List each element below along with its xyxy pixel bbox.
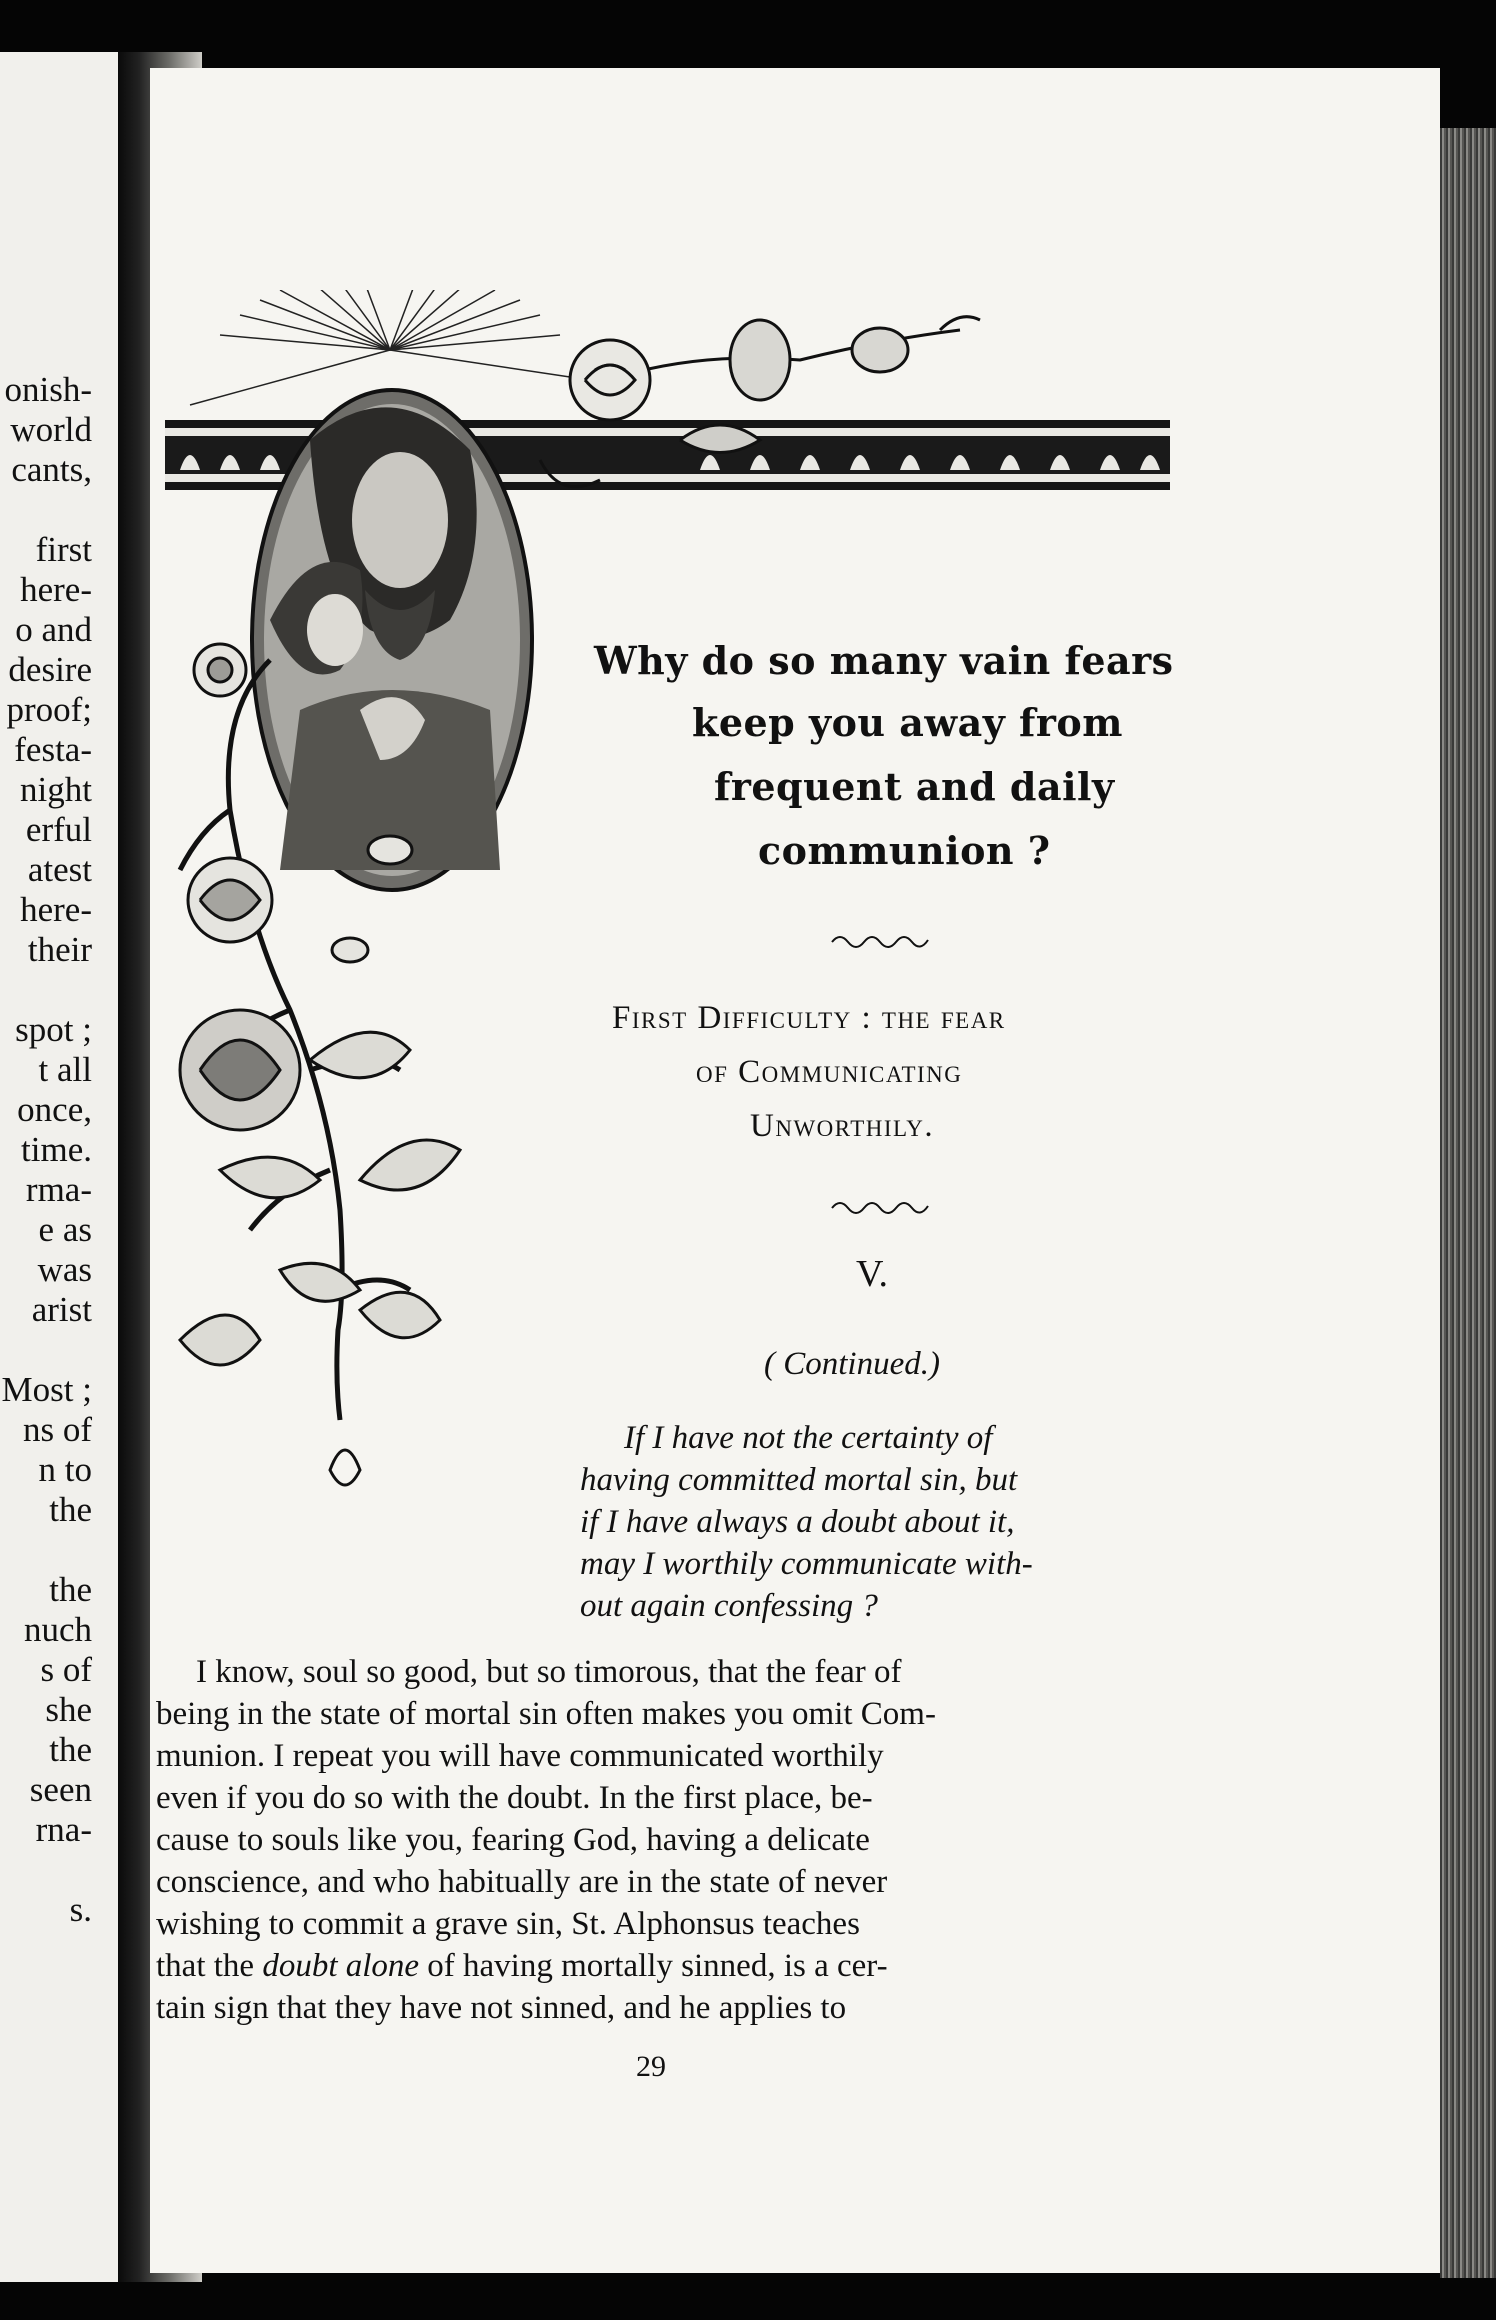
- previous-page-line: s.: [69, 1890, 92, 1929]
- previous-page-line: onish-: [4, 370, 92, 409]
- previous-page-line: e as: [38, 1210, 92, 1249]
- page-number: 29: [636, 2050, 666, 2083]
- previous-page-line: here-: [20, 570, 92, 609]
- previous-page-line: t all: [38, 1050, 92, 1089]
- previous-page-line: s of: [40, 1650, 92, 1689]
- previous-page-line: ns of: [22, 1410, 92, 1449]
- previous-page-line: festa-: [14, 730, 92, 769]
- previous-page-line: erful: [25, 810, 92, 849]
- emphasis: doubt alone: [262, 1948, 420, 1984]
- previous-page-line: first: [35, 530, 92, 569]
- previous-page-line: spot ;: [15, 1010, 92, 1049]
- previous-page-line: the: [49, 1570, 92, 1609]
- previous-page-line: rna-: [35, 1810, 92, 1849]
- previous-page-line: time.: [21, 1130, 92, 1169]
- previous-page-line: seen: [29, 1770, 92, 1809]
- heading-line-2: keep you away from: [692, 700, 1123, 745]
- page-block-edge: [1440, 128, 1496, 2278]
- previous-page-line: cants,: [11, 450, 92, 489]
- heading-line-1: Why do so many vain fears: [594, 638, 1174, 683]
- subheading-line-1: First Difficulty : the fear: [612, 1000, 1006, 1036]
- heading-line-3: frequent and daily: [714, 764, 1115, 809]
- question-line-4: may I worthily communicate with-: [580, 1546, 1033, 1582]
- body-line-8: that the doubt alone of having mortally sinned, is a cer-: [156, 1948, 888, 1984]
- previous-page-line: arist: [31, 1290, 92, 1329]
- previous-page-line: n to: [38, 1450, 92, 1489]
- body-line-7: wishing to commit a grave sin, St. Alphonsus teaches: [156, 1906, 860, 1942]
- section-number: V.: [856, 1253, 889, 1295]
- subheading-line-2: of Communicating: [696, 1054, 963, 1090]
- continued-note: ( Continued.): [764, 1346, 940, 1382]
- oval-medallion: [252, 390, 532, 890]
- subheading-line-3: Unworthily.: [750, 1108, 935, 1144]
- previous-page-line: Most ;: [1, 1370, 92, 1409]
- previous-page-line: world: [10, 410, 92, 449]
- previous-page-line: once,: [17, 1090, 92, 1129]
- sunburst-rays: [190, 290, 590, 405]
- body-line-5: cause to souls like you, fearing God, having a delicate: [156, 1822, 870, 1858]
- heading-line-4: communion ?: [758, 828, 1051, 873]
- swash-divider: [830, 1196, 930, 1216]
- previous-page-line: proof;: [6, 690, 92, 729]
- question-line-1: If I have not the certainty of: [624, 1420, 993, 1456]
- body-line-4: even if you do so with the doubt. In the first place, be-: [156, 1780, 873, 1816]
- body-line-2: being in the state of mortal sin often makes you omit Com-: [156, 1696, 936, 1732]
- question-line-2: having committed mortal sin, but: [580, 1462, 1018, 1498]
- previous-page-line: here-: [20, 890, 92, 929]
- body-line-3: munion. I repeat you will have communicated worthily: [156, 1738, 884, 1774]
- question-line-5: out again confessing ?: [580, 1588, 878, 1624]
- previous-page-line: atest: [27, 850, 92, 889]
- previous-page-line: was: [37, 1250, 92, 1289]
- question-line-3: if I have always a doubt about it,: [580, 1504, 1015, 1540]
- previous-page-line: their: [27, 930, 92, 969]
- body-line-9: tain sign that they have not sinned, and he applies to: [156, 1990, 847, 2026]
- previous-page-line: nuch: [23, 1610, 92, 1649]
- previous-page-line: night: [20, 770, 92, 809]
- body-line-1: I know, soul so good, but so timorous, that the fear of: [196, 1654, 902, 1690]
- previous-page-line: she: [45, 1690, 92, 1729]
- body-line-6: conscience, and who habitually are in the state of never: [156, 1864, 888, 1900]
- previous-page-line: the: [49, 1730, 92, 1769]
- previous-page-line: the: [49, 1490, 92, 1529]
- previous-page-line: rma-: [25, 1170, 92, 1209]
- previous-page-line: desire: [8, 650, 92, 689]
- swash-divider: [830, 930, 930, 950]
- previous-page-line: o and: [15, 610, 92, 649]
